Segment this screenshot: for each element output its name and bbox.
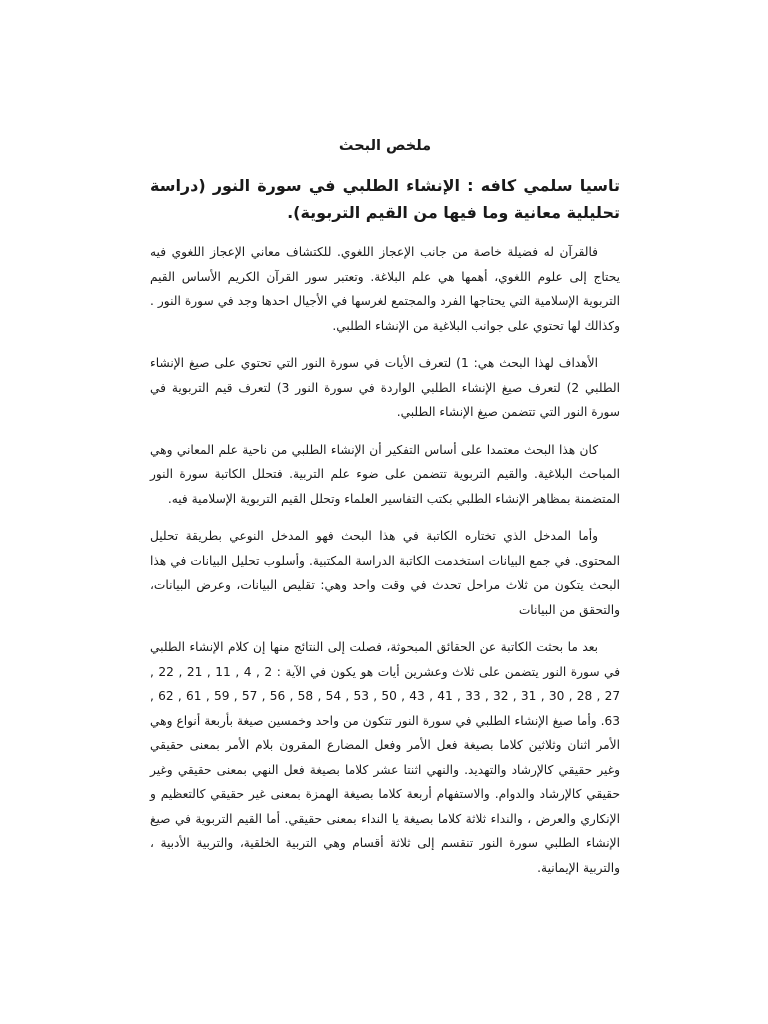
abstract-body bbox=[150, 138, 620, 893]
paragraph-methodology: وأما المدخل الذي تختاره الكاتبة في هذا البحث فهو المدخل النوعي بطريقة تحليل المحتوى. في جمع البيانات استخدمت الكاتبة الدراسة المكتبية. وأسلوب تحليل البيانات في هذا البحث يتكون من ثلاث مراحل تحدث في وقت واحد وهي: تقليص البيانات، وعرض البيانات، والتحقق من البيانات bbox=[150, 529, 620, 617]
paragraph-results: بعد ما بحثت الكاتبة عن الحقائق المبحوثة، فصلت إلى النتائج منها إن كلام الإنشاء الطلبي في سورة النور يتضمن على ثلاث وعشرين أيات هو يكون في الآية : 2 , 4 , 11 , 21 , 22 , 27 , 28 , 30 , 31 , 32 , 33 , 41 , 43 , 50 , 53 , 54 , 58 , 56 , 57 , 59 , 61 , 62 , 63. وأما صيغ الإنشاء الطلبي في سورة النور تتكون من واحد وخمسين صيغة بأربعة أنواع وهي الأمر اثنان وثلاثين كلاما بصيغة فعل الأمر وفعل المضارع المقرون بلام الأمر بمعنى حقيقي وغير حقيقي كالإرشاد والتهديد. والنهي اثنتا عشر كلاما بصيغة فعل النهي بمعنى حقيقي وغير حقيقي كالإرشاد والدوام. والاستفهام أربعة كلاما بصيغة الهمزة بمعنى غير حقيقي كالتعظيم و الإنكاري والعرض ، والنداء ثلاثة كلاما بصيغة يا النداء بمعنى حقيقي. أما القيم التربوية في صيغ الإنشاء الطلبي سورة النور تنقسم إلى ثلاثة أقسام وهي التربية الخلقية، والتربية الأدبية ، والتربية الإيمانية. bbox=[150, 640, 621, 875]
paragraph-framework: كان هذا البحث معتمدا على أساس التفكير أن الإنشاء الطلبي من ناحية علم المعاني وهي المباحث البلاغية. والقيم التربوية تتضمن على ضوء علم التربية. فتحلل الكاتبة سورة النور المتضمنة بمظاهر الإنشاء الطلبي بكتب التفاسير العلماء وتحلل القيم التربوية الإسلامية فيه. bbox=[150, 442, 620, 506]
research-title: تاسيا سلمي كافه : الإنشاء الطلبي في سورة النور (دراسة تحليلية معانية وما فيها من القيم التربوية). bbox=[150, 176, 620, 222]
paragraph-background: فالقرآن له فضيلة خاصة من جانب الإعجاز اللغوي. للكتشاف معاني الإعجاز اللغوي فيه يحتاج إلى علوم اللغوي، أهمها هي علم البلاغة. وتعتبر سور القرآن الكريم الأساس القيم التربوية الإسلامية التي يحتاجها الفرد والمجتمع لغرسها في الأجيال احدها وجد في سورة النور . وكذالك لها تحتوي على جوانب البلاغية من الإنشاء الطلبي. bbox=[150, 245, 620, 333]
paragraph-objectives: الأهداف لهذا البحث هي: 1) لتعرف الأيات في سورة النور التي تحتوي على صيغ الإنشاء الطلبي 2) لتعرف صيغ الإنشاء الطلبي الواردة في سورة النور 3) لتعرف قيم التربوية في سورة النور التي تتضمن صيغ الإنشاء الطلبي. bbox=[150, 356, 620, 419]
abstract-heading: ملخص البحث bbox=[338, 138, 432, 154]
